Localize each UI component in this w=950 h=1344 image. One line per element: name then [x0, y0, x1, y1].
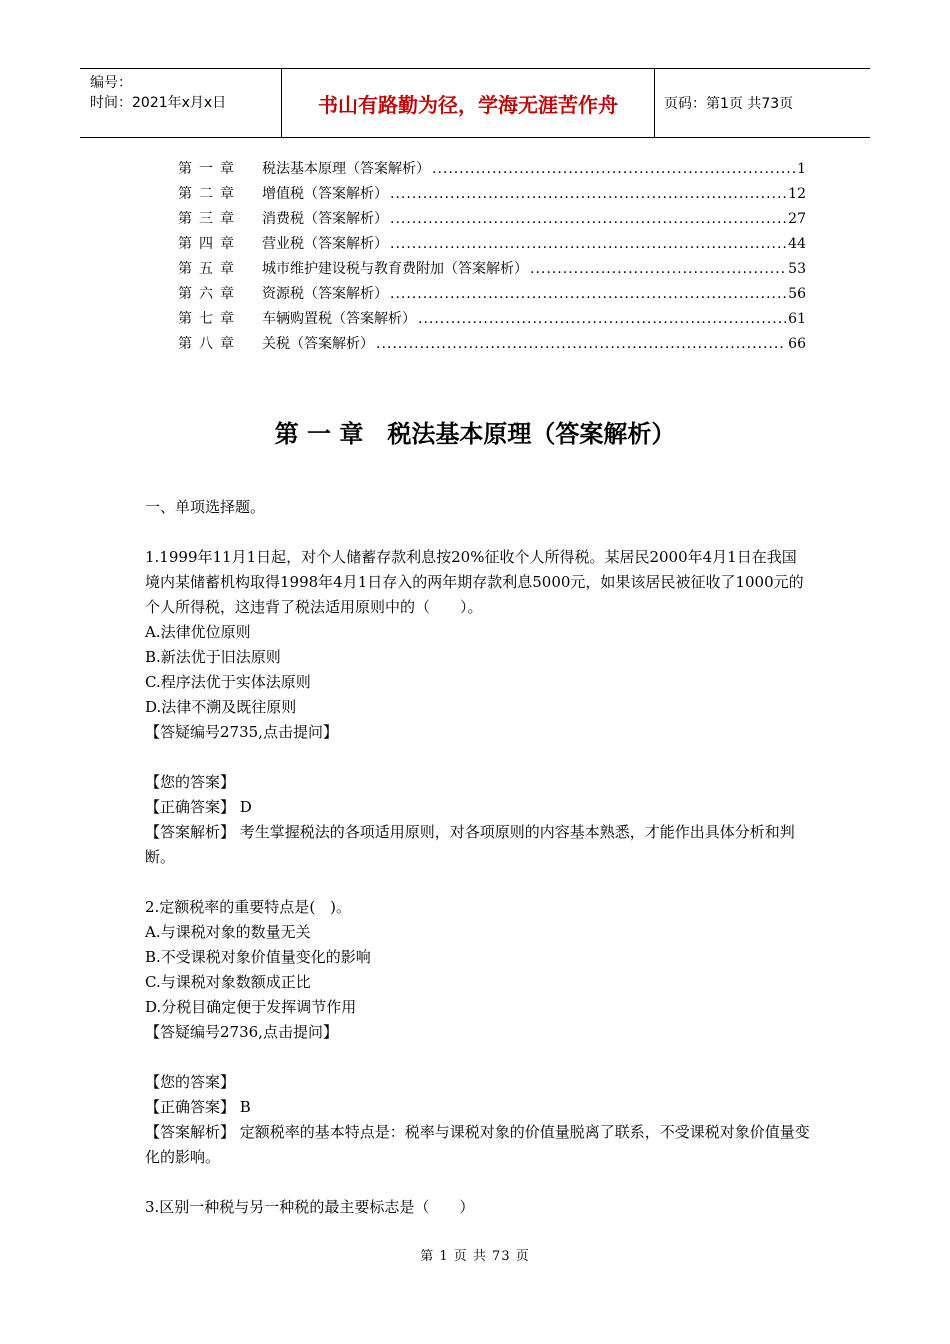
toc-leader — [390, 286, 786, 302]
toc-chapter: 第三章 — [178, 211, 241, 227]
your-answer: 【您的答案】 — [145, 773, 236, 791]
option-d: D.分税目确定便于发挥调节作用 — [145, 998, 357, 1016]
section-heading: 一、单项选择题。 — [145, 498, 266, 516]
option-c: C.程序法优于实体法原则 — [145, 673, 311, 691]
toc-page: 66 — [788, 336, 806, 352]
toc-title: 增值税（答案解析） — [262, 186, 388, 202]
toc-title: 资源税（答案解析） — [262, 286, 388, 302]
option-a: A.法律优位原则 — [145, 623, 251, 641]
document-body — [145, 495, 810, 1220]
toc-entry[interactable] — [178, 208, 806, 233]
question-2 — [145, 895, 810, 1170]
header-motto: 书山有路勤为径，学海无涯苦作舟 — [281, 69, 655, 137]
toc-chapter: 第八章 — [178, 336, 241, 352]
toc-entry[interactable] — [178, 258, 806, 283]
option-b: B.不受课税对象价值量变化的影响 — [145, 948, 371, 966]
toc-page: 1 — [797, 161, 806, 177]
toc-leader — [376, 336, 786, 352]
answer-analysis: 【答案解析】 考生掌握税法的各项适用原则，对各项原则的内容基本熟悉，才能作出具体分析和判断。 — [145, 823, 795, 866]
toc-page: 44 — [788, 236, 806, 252]
answer-analysis: 【答案解析】 定额税率的基本特点是：税率与课税对象的价值量脱离了联系，不受课税对象价值量变化的影响。 — [145, 1123, 810, 1166]
table-of-contents — [178, 158, 806, 358]
toc-entry[interactable] — [178, 183, 806, 208]
toc-chapter: 第四章 — [178, 236, 241, 252]
toc-chapter: 第二章 — [178, 186, 241, 202]
toc-leader — [418, 311, 786, 327]
toc-page: 61 — [788, 311, 806, 327]
toc-entry[interactable] — [178, 308, 806, 333]
chapter-title: 第 一 章 税法基本原理（答案解析） — [274, 420, 676, 448]
correct-answer: 【正确答案】 B — [145, 1098, 251, 1116]
toc-chapter: 第一章 — [178, 161, 241, 177]
toc-leader — [432, 161, 795, 177]
question-1 — [145, 545, 810, 870]
toc-title: 车辆购置税（答案解析） — [262, 311, 416, 327]
page-header — [80, 68, 870, 138]
toc-leader — [390, 211, 786, 227]
toc-page: 27 — [788, 211, 806, 227]
option-c: C.与课税对象数额成正比 — [145, 973, 311, 991]
toc-entry[interactable] — [178, 333, 806, 358]
toc-entry[interactable] — [178, 283, 806, 308]
ask-question-link[interactable]: 【答疑编号2735,点击提问】 — [145, 723, 338, 741]
time-label: 时间：2021年x月x日 — [90, 95, 227, 111]
page-footer: 第 1 页 共 73 页 — [420, 1249, 530, 1264]
question-stem: 1.1999年11月1日起，对个人储蓄存款利息按20%征收个人所得税。某居民2000年4月1日在我国境内某储蓄机构取得1998年4月1日存入的两年期存款利息5000元，如果该居民被征收了1000元的个人所得税，这违背了税法适用原则中的（ ）。 — [145, 548, 804, 616]
number-label: 编号： — [90, 75, 132, 91]
toc-page: 12 — [788, 186, 806, 202]
toc-chapter: 第六章 — [178, 286, 241, 302]
toc-title: 城市维护建设税与教育费附加（答案解析） — [262, 261, 528, 277]
toc-page: 53 — [788, 261, 806, 277]
toc-leader — [390, 236, 786, 252]
question-3 — [145, 1195, 810, 1220]
toc-page: 56 — [788, 286, 806, 302]
question-stem: 2.定额税率的重要特点是( )。 — [145, 898, 352, 916]
toc-title: 税法基本原理（答案解析） — [262, 161, 430, 177]
toc-entry[interactable] — [178, 233, 806, 258]
toc-chapter: 第七章 — [178, 311, 241, 327]
ask-question-link[interactable]: 【答疑编号2736,点击提问】 — [145, 1023, 338, 1041]
option-a: A.与课税对象的数量无关 — [145, 923, 311, 941]
toc-leader — [530, 261, 786, 277]
toc-title: 营业税（答案解析） — [262, 236, 388, 252]
toc-leader — [390, 186, 786, 202]
correct-answer: 【正确答案】 D — [145, 798, 252, 816]
option-b: B.新法优于旧法原则 — [145, 648, 281, 666]
option-d: D.法律不溯及既往原则 — [145, 698, 297, 716]
your-answer: 【您的答案】 — [145, 1073, 236, 1091]
toc-title: 关税（答案解析） — [262, 336, 374, 352]
toc-chapter: 第五章 — [178, 261, 241, 277]
question-stem: 3.区别一种税与另一种税的最主要标志是（ ） — [145, 1198, 475, 1216]
toc-entry[interactable] — [178, 158, 806, 183]
header-meta — [80, 69, 281, 137]
header-page-info: 页码：第1页 共73页 — [664, 96, 794, 112]
toc-title: 消费税（答案解析） — [262, 211, 388, 227]
